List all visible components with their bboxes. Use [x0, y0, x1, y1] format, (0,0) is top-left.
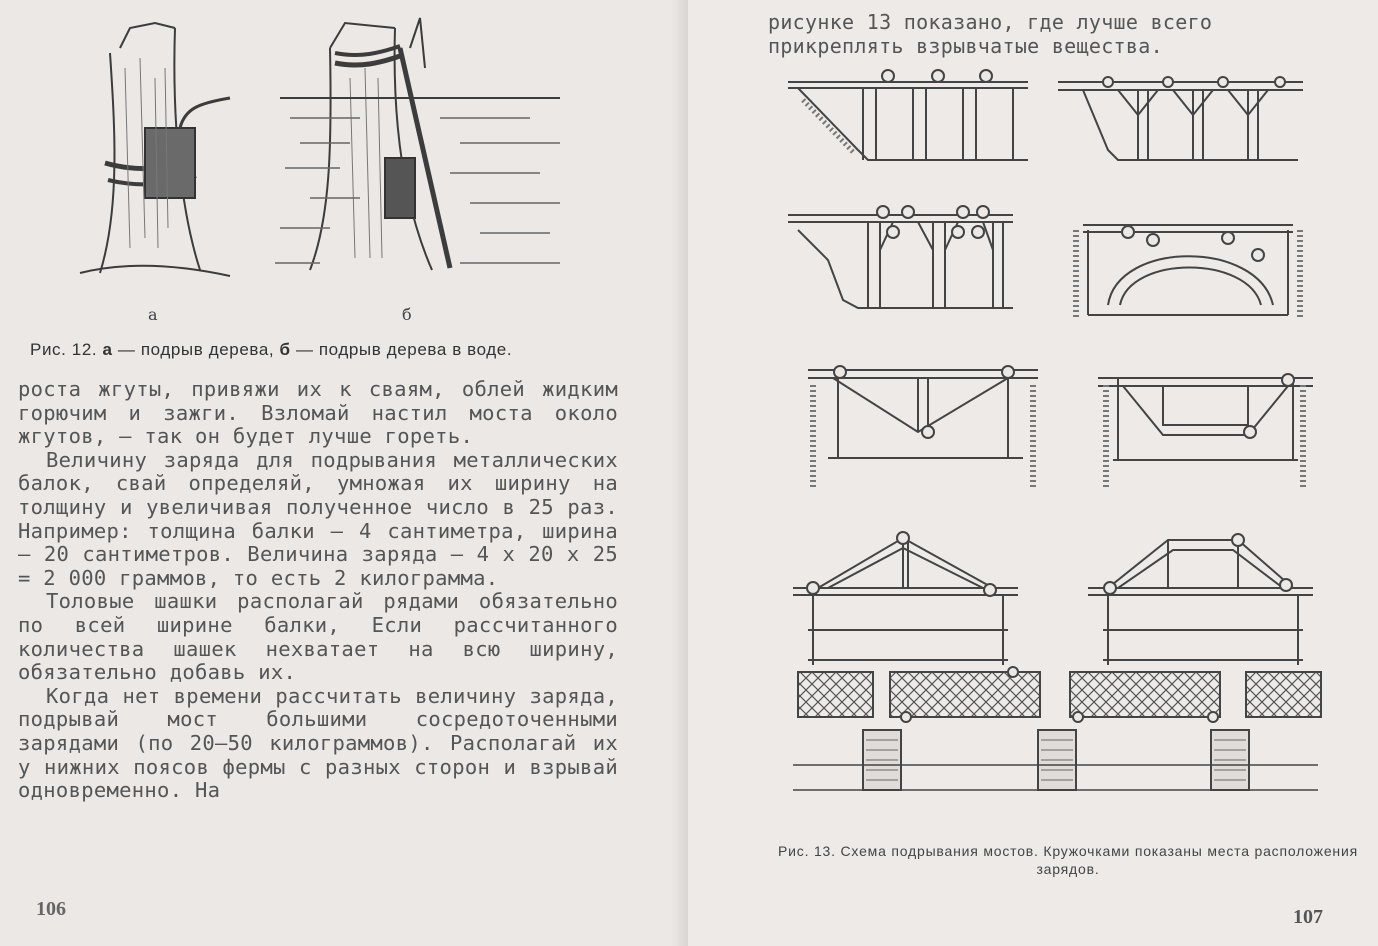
bridge-scheme-2	[1058, 77, 1303, 160]
figure-label-b: б	[402, 305, 412, 324]
paragraph-1: роста жгуты, привяжи их к сваям, облей жидким горючим и зажги. Взломай настил моста около жгутов, — так он будет лучше гореть.	[18, 377, 618, 449]
bridge-scheme-1	[788, 70, 1028, 160]
paragraph-4: Когда нет времени рассчитать величину заряда, подрывай мост большими сосредоточенными зарядами (по 20—50 килограммов). Располагай их у нижних поясов фермы с разных сторон и взрывай одновременно. На	[18, 683, 618, 803]
bridge-scheme-7	[793, 532, 1018, 665]
figure-13-caption: Рис. 13. Схема подрывания мостов. Кружочками показаны места расположения зарядов.	[778, 843, 1358, 877]
bridge-scheme-9	[793, 667, 1321, 790]
paragraph-2: Величину заряда для подрывания металлических балок, свай определяй, умножая их ширину на толщину и увеличивая полученное число в 25 раз. Например: толщина балки — 4 сантиметра, ширина — 20 сантиметров. Величина заряда — 4 х 20 х 25 = 2 000 граммов, то есть 2 килограмма.	[18, 447, 618, 590]
figure-13-bridge-schemes	[788, 60, 1348, 840]
tree-b-drawing	[275, 18, 560, 270]
tree-a-drawing	[80, 23, 230, 276]
left-page-body-text	[18, 378, 618, 803]
caption-end: — подрыв дерева в воде.	[290, 340, 513, 359]
caption-b: б	[279, 340, 291, 359]
caption-a: а	[102, 340, 113, 359]
left-page	[0, 0, 688, 946]
page-number-right: 107	[1293, 906, 1323, 928]
paragraph-3: Толовые шашки располагай рядами обязательно по всей ширине балки, Если рассчитанного количества шашек нехватает на всю ширину, обязательно добавь их.	[18, 589, 618, 685]
page-number-left: 106	[36, 898, 66, 920]
bridge-scheme-8	[1088, 534, 1313, 665]
caption-mid: — подрыв дерева,	[112, 340, 280, 359]
right-page-top-text	[768, 10, 1348, 58]
right-page	[688, 0, 1378, 946]
bridge-scheme-5	[808, 366, 1038, 490]
figure-label-a: а	[148, 305, 158, 324]
caption-prefix: Рис. 12.	[30, 340, 98, 359]
top-paragraph: рисунке 13 показано, где лучше всего прикреплять взрывчатые вещества.	[768, 10, 1213, 58]
bridge-scheme-6	[1098, 374, 1313, 490]
figure-12-illustration	[60, 8, 620, 308]
bridge-scheme-4	[1076, 225, 1300, 320]
figure-12-caption	[30, 340, 630, 360]
bridge-scheme-3	[788, 206, 1013, 308]
